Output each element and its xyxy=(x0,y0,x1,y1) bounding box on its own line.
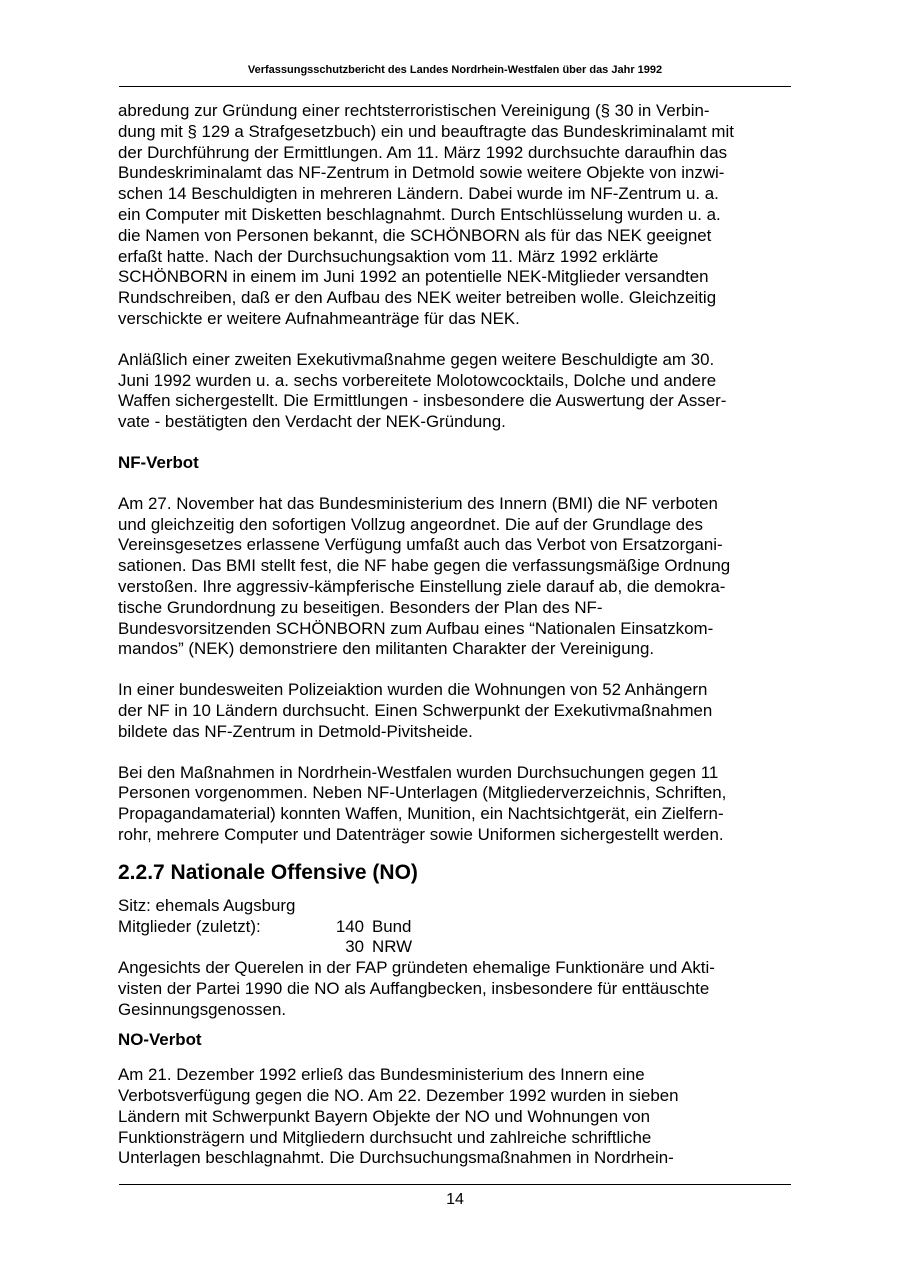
organization-facts xyxy=(118,896,798,958)
text-line: der NF in 10 Ländern durchsucht. Einen Schwerpunkt der Exekutivmaßnahmen xyxy=(118,700,713,720)
running-header: Verfassungsschutzbericht des Landes Nordrhein-Westfalen über das Jahr 1992 xyxy=(247,64,663,76)
paragraph-no-intro xyxy=(118,958,798,1020)
mitglieder-label: Mitglieder (zuletzt): xyxy=(118,916,261,936)
member-scope: Bund xyxy=(372,916,412,936)
text-line: erfaßt hatte. Nach der Durchsuchungsaktion vom 11. März 1992 erklärte xyxy=(118,246,659,266)
paragraph-second-raid xyxy=(118,350,798,433)
text-line: rohr, mehrere Computer und Datenträger sowie Uniformen sichergestellt werden. xyxy=(118,824,724,844)
page-body xyxy=(118,101,798,1169)
spacer xyxy=(118,937,326,958)
paragraph-nrw-measures xyxy=(118,763,798,846)
text-line: tische Grundordnung zu beseitigen. Besonders der Plan des NF- xyxy=(118,597,603,617)
mitglieder-row-nrw xyxy=(118,937,798,958)
text-line: Anläßlich einer zweiten Exekutivmaßnahme gegen weitere Beschuldigte am 30. xyxy=(118,349,715,369)
text-line: verstoßen. Ihre aggressiv-kämpferische Einstellung ziele darauf ab, die demokra- xyxy=(118,576,726,596)
text-line: mandos” (NEK) demonstriere den militanten Charakter der Vereinigung. xyxy=(118,639,655,659)
text-line: sationen. Das BMI stellt fest, die NF habe gegen die verfassungsmäßige Ordnung xyxy=(118,556,731,576)
paragraph-nek-investigation xyxy=(118,101,798,330)
text-line: Funktionsträgern und Mitgliedern durchsucht und zahlreiche schriftliche xyxy=(118,1127,652,1147)
text-line: vate - bestätigten den Verdacht der NEK-Gründung. xyxy=(118,412,506,432)
text-line: Gesinnungsgenossen. xyxy=(118,999,287,1019)
text-line: Vereinsgesetzes erlassene Verfügung umfaßt auch das Verbot von Ersatzorgani- xyxy=(118,535,723,555)
text-line: SCHÖNBORN in einem im Juni 1992 an potentielle NEK-Mitglieder versandten xyxy=(118,267,709,287)
member-scope: NRW xyxy=(372,937,413,957)
page-number: 14 xyxy=(446,1191,464,1208)
paragraph-police-action xyxy=(118,680,798,742)
text-line: Bundeskriminalamt das NF-Zentrum in Detmold sowie weitere Objekte von inzwi- xyxy=(118,163,725,183)
text-line: Ländern mit Schwerpunkt Bayern Objekte der NO und Wohnungen von xyxy=(118,1106,651,1126)
mitglieder-row-bund xyxy=(118,917,798,938)
text-line: und gleichzeitig den sofortigen Vollzug angeordnet. Die auf der Grundlage des xyxy=(118,514,704,534)
sitz-text: Sitz: ehemals Augsburg xyxy=(118,895,296,915)
section-title-no: 2.2.7 Nationale Offensive (NO) xyxy=(118,860,418,884)
text-line: Verbotsverfügung gegen die NO. Am 22. Dezember 1992 wurden in sieben xyxy=(118,1086,679,1106)
text-line: schen 14 Beschuldigten in mehreren Ländern. Dabei wurde im NF-Zentrum u. a. xyxy=(118,184,719,204)
text-line: visten der Partei 1990 die NO als Auffangbecken, insbesondere für enttäuschte xyxy=(118,978,710,998)
member-count: 30 xyxy=(345,937,364,957)
text-line: Propagandamaterial) konnten Waffen, Munition, ein Nachtsichtgerät, ein Zielfern- xyxy=(118,804,724,824)
header-rule xyxy=(119,86,791,87)
paragraph-no-ban xyxy=(118,1065,798,1169)
no-verbot-heading: NO-Verbot xyxy=(118,1030,202,1050)
nf-verbot-heading: NF-Verbot xyxy=(118,452,199,472)
text-line: die Namen von Personen bekannt, die SCHÖNBORN als für das NEK geeignet xyxy=(118,225,712,245)
text-line: Waffen sichergestellt. Die Ermittlungen - insbesondere die Auswertung der Asser- xyxy=(118,391,727,411)
sitz-row xyxy=(118,896,798,917)
text-line: Personen vorgenommen. Neben NF-Unterlagen (Mitgliederverzeichnis, Schriften, xyxy=(118,783,727,803)
text-line: Am 27. November hat das Bundesministerium des Innern (BMI) die NF verboten xyxy=(118,493,718,513)
text-line: Bei den Maßnahmen in Nordrhein-Westfalen wurden Durchsuchungen gegen 11 xyxy=(118,762,719,782)
text-line: verschickte er weitere Aufnahmeanträge für das NEK. xyxy=(118,308,520,328)
text-line: der Durchführung der Ermittlungen. Am 11. März 1992 durchsuchte daraufhin das xyxy=(118,142,728,162)
text-line: dung mit § 129 a Strafgesetzbuch) ein und beauftragte das Bundeskriminalamt mit xyxy=(118,121,734,141)
text-line: ein Computer mit Disketten beschlagnahmt. Durch Entschlüsselung wurden u. a. xyxy=(118,204,721,224)
paragraph-nf-ban xyxy=(118,494,798,660)
text-line: Am 21. Dezember 1992 erließ das Bundesministerium des Innern eine xyxy=(118,1065,645,1085)
text-line: abredung zur Gründung einer rechtsterroristischen Vereinigung (§ 30 in Verbin- xyxy=(118,101,710,120)
text-line: bildete das NF-Zentrum in Detmold-Pivitsheide. xyxy=(118,721,473,741)
footer-rule xyxy=(119,1184,791,1185)
text-line: Rundschreiben, daß er den Aufbau des NEK weiter betreiben wolle. Gleichzeitig xyxy=(118,288,717,308)
text-line: Bundesvorsitzenden SCHÖNBORN zum Aufbau eines “Nationalen Einsatzkom- xyxy=(118,618,714,638)
text-line: In einer bundesweiten Polizeiaktion wurden die Wohnungen von 52 Anhängern xyxy=(118,680,708,700)
text-line: Juni 1992 wurden u. a. sechs vorbereitete Molotowcocktails, Dolche und andere xyxy=(118,370,717,390)
member-count: 140 xyxy=(335,916,364,936)
text-line: Angesichts der Querelen in der FAP gründeten ehemalige Funktionäre und Akti- xyxy=(118,958,715,978)
text-line: Unterlagen beschlagnahmt. Die Durchsuchungsmaßnahmen in Nordrhein- xyxy=(118,1148,674,1168)
